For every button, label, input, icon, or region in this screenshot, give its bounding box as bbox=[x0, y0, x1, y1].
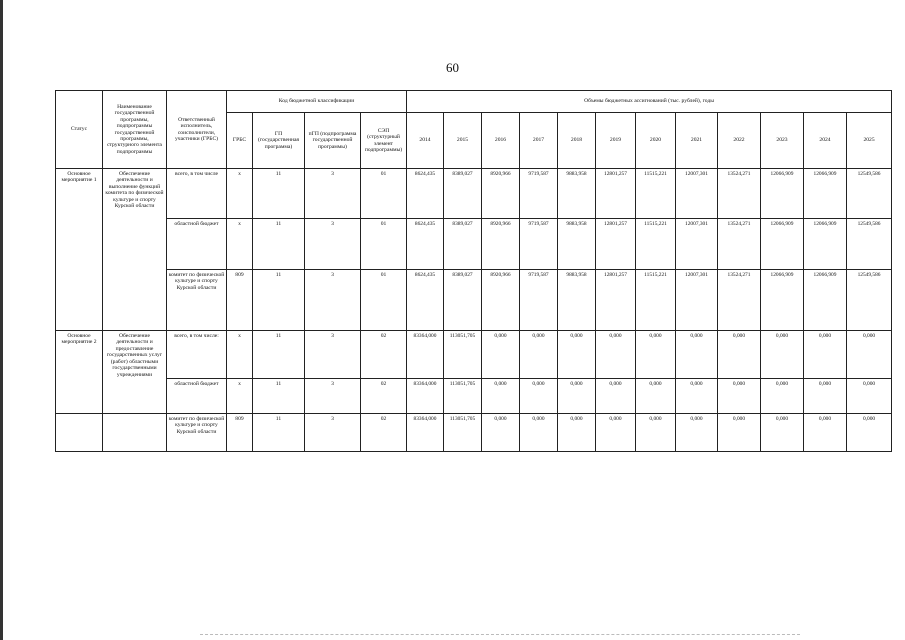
sep-cell: 02 bbox=[361, 414, 407, 452]
header-year: 2023 bbox=[761, 113, 804, 169]
value-cell: 12007,301 bbox=[676, 270, 718, 331]
value-cell: 12066,909 bbox=[761, 169, 804, 219]
status-cell bbox=[56, 414, 103, 452]
header-grbs: ГРБС bbox=[227, 113, 253, 169]
status-cell: Основное мероприятие 2 bbox=[56, 331, 103, 414]
value-cell: 0,000 bbox=[847, 331, 892, 379]
value-cell: 0,000 bbox=[482, 414, 520, 452]
value-cell: 0,000 bbox=[718, 379, 761, 414]
value-cell: 12066,909 bbox=[804, 219, 847, 270]
header-year: 2017 bbox=[520, 113, 558, 169]
header-year: 2014 bbox=[407, 113, 444, 169]
value-cell: 0,000 bbox=[596, 414, 636, 452]
header-sep: СЭП (структурный элемент подпрограммы) bbox=[361, 113, 407, 169]
sep-cell: 01 bbox=[361, 270, 407, 331]
value-cell: 0,000 bbox=[718, 414, 761, 452]
value-cell: 8920,966 bbox=[482, 169, 520, 219]
grbs-cell: х bbox=[227, 379, 253, 414]
value-cell: 11515,221 bbox=[636, 270, 676, 331]
table-row bbox=[56, 379, 892, 414]
value-cell: 8920,966 bbox=[482, 219, 520, 270]
pgp-cell: 3 bbox=[305, 379, 361, 414]
value-cell: 83364,000 bbox=[407, 379, 444, 414]
header-year: 2019 bbox=[596, 113, 636, 169]
header-volumes-group: Объемы бюджетных ассигнований (тыс. рублей), годы bbox=[407, 91, 892, 113]
table-row bbox=[56, 270, 892, 331]
value-cell: 0,000 bbox=[558, 414, 596, 452]
header-name: Наименование государственной программы, подпрограммы государственной программы, структурного элемента подпрограммы bbox=[103, 91, 167, 169]
header-year: 2015 bbox=[444, 113, 482, 169]
value-cell: 12549,586 bbox=[847, 219, 892, 270]
value-cell: 12066,909 bbox=[761, 270, 804, 331]
value-cell: 113051,705 bbox=[444, 331, 482, 379]
table-row bbox=[56, 219, 892, 270]
value-cell: 0,000 bbox=[636, 331, 676, 379]
value-cell: 12007,301 bbox=[676, 169, 718, 219]
responsible-cell: комитет по физической культуре и спорту Курской области bbox=[167, 414, 227, 452]
value-cell: 12801,257 bbox=[596, 270, 636, 331]
header-year: 2016 bbox=[482, 113, 520, 169]
value-cell: 12549,586 bbox=[847, 270, 892, 331]
value-cell: 13524,271 bbox=[718, 169, 761, 219]
value-cell: 83364,000 bbox=[407, 331, 444, 379]
value-cell: 0,000 bbox=[761, 331, 804, 379]
value-cell: 12007,301 bbox=[676, 219, 718, 270]
value-cell: 0,000 bbox=[482, 331, 520, 379]
value-cell: 0,000 bbox=[636, 379, 676, 414]
header-year: 2020 bbox=[636, 113, 676, 169]
table-row bbox=[56, 331, 892, 379]
value-cell: 12066,909 bbox=[804, 169, 847, 219]
responsible-cell: комитет по физической культуре и спорту Курской области bbox=[167, 270, 227, 331]
value-cell: 0,000 bbox=[761, 379, 804, 414]
grbs-cell: 809 bbox=[227, 270, 253, 331]
value-cell: 113051,705 bbox=[444, 414, 482, 452]
value-cell: 0,000 bbox=[482, 379, 520, 414]
value-cell: 0,000 bbox=[761, 414, 804, 452]
header-code-group: Код бюджетной классификации bbox=[227, 91, 407, 113]
value-cell: 12549,586 bbox=[847, 169, 892, 219]
header-year: 2018 bbox=[558, 113, 596, 169]
sep-cell: 01 bbox=[361, 219, 407, 270]
value-cell: 12801,257 bbox=[596, 219, 636, 270]
value-cell: 0,000 bbox=[847, 414, 892, 452]
name-cell bbox=[103, 414, 167, 452]
pgp-cell: 3 bbox=[305, 169, 361, 219]
header-gp: ГП (государственная программа) bbox=[253, 113, 305, 169]
value-cell: 9719,587 bbox=[520, 219, 558, 270]
value-cell: 11515,221 bbox=[636, 219, 676, 270]
value-cell: 9883,958 bbox=[558, 169, 596, 219]
header-pgp: пГП (подпрограмма государственной программы) bbox=[305, 113, 361, 169]
value-cell: 0,000 bbox=[558, 331, 596, 379]
pgp-cell: 3 bbox=[305, 219, 361, 270]
value-cell: 0,000 bbox=[676, 379, 718, 414]
value-cell: 8624,435 bbox=[407, 219, 444, 270]
responsible-cell: областной бюджет bbox=[167, 219, 227, 270]
header-year: 2024 bbox=[804, 113, 847, 169]
value-cell: 0,000 bbox=[804, 379, 847, 414]
responsible-cell: всего, в том числе: bbox=[167, 331, 227, 379]
value-cell: 0,000 bbox=[847, 379, 892, 414]
value-cell: 12801,257 bbox=[596, 169, 636, 219]
value-cell: 0,000 bbox=[596, 331, 636, 379]
header-year: 2022 bbox=[718, 113, 761, 169]
grbs-cell: х bbox=[227, 169, 253, 219]
value-cell: 113051,705 bbox=[444, 379, 482, 414]
table-row bbox=[56, 169, 892, 219]
budget-table bbox=[55, 90, 892, 452]
gp-cell: 11 bbox=[253, 331, 305, 379]
value-cell: 0,000 bbox=[520, 379, 558, 414]
value-cell: 0,000 bbox=[520, 331, 558, 379]
value-cell: 9883,958 bbox=[558, 270, 596, 331]
value-cell: 8389,027 bbox=[444, 219, 482, 270]
value-cell: 0,000 bbox=[520, 414, 558, 452]
gp-cell: 11 bbox=[253, 414, 305, 452]
scan-edge bbox=[0, 0, 3, 640]
header-responsible: Ответственный исполнитель, соисполнители, участники (ГРБС) bbox=[167, 91, 227, 169]
gp-cell: 11 bbox=[253, 219, 305, 270]
value-cell: 8920,966 bbox=[482, 270, 520, 331]
gp-cell: 11 bbox=[253, 169, 305, 219]
value-cell: 0,000 bbox=[804, 331, 847, 379]
status-cell: Основное мероприятие 1 bbox=[56, 169, 103, 331]
scan-artifact bbox=[200, 634, 800, 637]
header-year: 2021 bbox=[676, 113, 718, 169]
value-cell: 11515,221 bbox=[636, 169, 676, 219]
value-cell: 13524,271 bbox=[718, 219, 761, 270]
grbs-cell: 809 bbox=[227, 414, 253, 452]
pgp-cell: 3 bbox=[305, 270, 361, 331]
gp-cell: 11 bbox=[253, 270, 305, 331]
header-status: Статус bbox=[56, 91, 103, 169]
value-cell: 12066,909 bbox=[804, 270, 847, 331]
value-cell: 12066,909 bbox=[761, 219, 804, 270]
grbs-cell: х bbox=[227, 331, 253, 379]
value-cell: 0,000 bbox=[804, 414, 847, 452]
value-cell: 8389,027 bbox=[444, 270, 482, 331]
name-cell: Обеспечение деятельности и выполнение функций комитета по физической культуре и спорту Курской области bbox=[103, 169, 167, 331]
sep-cell: 02 bbox=[361, 331, 407, 379]
pgp-cell: 3 bbox=[305, 331, 361, 379]
pgp-cell: 3 bbox=[305, 414, 361, 452]
value-cell: 83364,000 bbox=[407, 414, 444, 452]
value-cell: 13524,271 bbox=[718, 270, 761, 331]
value-cell: 0,000 bbox=[596, 379, 636, 414]
value-cell: 9719,587 bbox=[520, 270, 558, 331]
value-cell: 0,000 bbox=[558, 379, 596, 414]
value-cell: 0,000 bbox=[718, 331, 761, 379]
gp-cell: 11 bbox=[253, 379, 305, 414]
responsible-cell: всего, в том числе bbox=[167, 169, 227, 219]
value-cell: 0,000 bbox=[636, 414, 676, 452]
value-cell: 0,000 bbox=[676, 331, 718, 379]
sep-cell: 02 bbox=[361, 379, 407, 414]
grbs-cell: х bbox=[227, 219, 253, 270]
value-cell: 8624,435 bbox=[407, 270, 444, 331]
sep-cell: 01 bbox=[361, 169, 407, 219]
value-cell: 9883,958 bbox=[558, 219, 596, 270]
value-cell: 9719,587 bbox=[520, 169, 558, 219]
header-year: 2025 bbox=[847, 113, 892, 169]
value-cell: 8624,435 bbox=[407, 169, 444, 219]
value-cell: 0,000 bbox=[676, 414, 718, 452]
name-cell: Обеспечение деятельности и предоставление государственных услуг (работ) областными государственными учреждениями bbox=[103, 331, 167, 414]
page-number: 60 bbox=[446, 60, 459, 75]
value-cell: 8389,027 bbox=[444, 169, 482, 219]
responsible-cell: областной бюджет bbox=[167, 379, 227, 414]
table-row bbox=[56, 414, 892, 452]
